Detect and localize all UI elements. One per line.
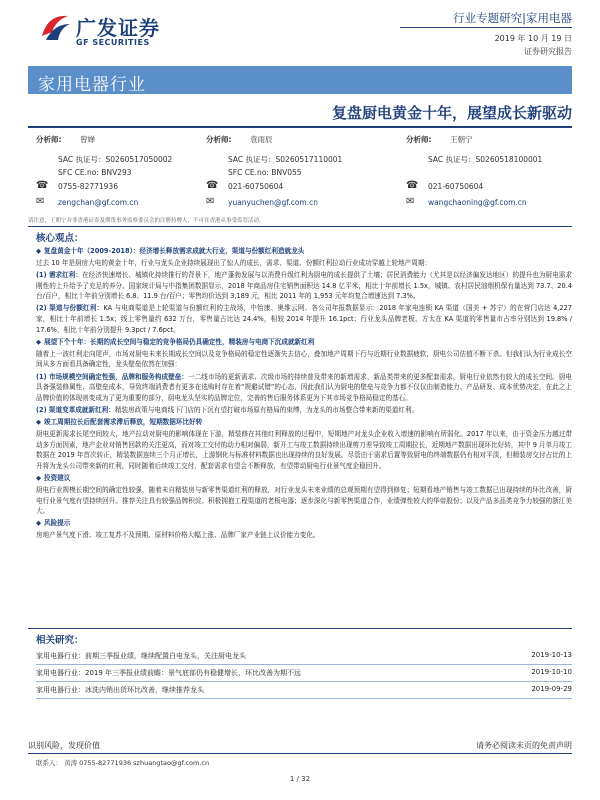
- paragraph: (1) 市场规模空间确定性强，品牌和服务构成壁垒：一二线市场的更新需求、次级市场的持续普及带来的新增需求、新品类带来的更多配套需求，厨电行业依然有较大的成长空间。厨电具备强装修属性、高壁垒成本，导致终端消费者有更多在选购时存在着“规避试错”的心态，因此我们认为厨电的壁垒与竞争力都不仅仅由制造能力、产品研发、成本优势决定，在此之上品牌价值的体现则变成为了更为重要的部分，厨电龙头坚实的品牌定位，完善的售后服务体系更为下其市场竞争格局稳定的基石。: [36, 372, 572, 402]
- paragraph: (2) 渠道与份额红利：KA 与电商渠道是上轮渠道与份额红利的主战场，中怡康、奥维云网、各公司年报数据显示：2018 年家电连锁 KA 渠道（国美 + 苏宁）的在营门店达 4,227 家，相比十年前增长 1.5x；线上零售量约 632 万台，零售量占比达 24.4%，相较 2014 年提升 16.1pct；行业龙头品牌老板、方太在 KA 渠道的零售量市占率分别达到 19.8% / 17.6%，相比十年前分别提升 9.3pct / 7.6pct。: [36, 304, 572, 334]
- bullet-icon: ◆: [36, 473, 42, 482]
- section-heading: ◆ 风险提示: [36, 519, 71, 528]
- email-icon: ✉: [406, 196, 415, 207]
- paragraph: (2) 渠道变革成就新红利：精装房政策与电商线下门店的下沉有望打破市场原有格局的束缚，为龙头的市场整合带来新的渠道红利。: [36, 405, 419, 414]
- analyst-email[interactable]: wangchaoning@gf.com.cn: [428, 198, 527, 207]
- section-heading: ◆ 复盘黄金十年（2009-2018）：经济增长释放需求成就大行业，渠道与份额红利造就龙头: [36, 247, 305, 255]
- analyst-sac: SAC 执证号：S0260517050002: [58, 155, 173, 164]
- phone-icon: ☎: [406, 180, 419, 191]
- paragraph: 过去 10 年是厨房大电的黄金十年，行业与龙头企业持续展现出了惊人的成长，需求、渠道、份额红利拉动行业成功穿越上轮地产周期：: [36, 259, 432, 268]
- related-item-title: 家用电器行业：2019 年三季报业绩前瞻：景气底部仍有稳健增长，环比改善为期不远: [36, 669, 302, 677]
- report-headline: 复盘厨电黄金十年，展望成长新驱动: [331, 104, 572, 122]
- report-type: 行业专题研究|家用电器: [453, 11, 572, 25]
- analyst-label: 分析师:: [36, 135, 62, 144]
- phone-icon: ☎: [36, 180, 49, 191]
- core-title: 核心观点：: [36, 233, 84, 244]
- footer-rule: [28, 753, 572, 754]
- analyst-phone: 0755-82771936: [58, 182, 118, 191]
- footer-disclaimer-link[interactable]: 请务必阅读末页的免责声明: [476, 741, 572, 750]
- analyst-label: 分析师:: [406, 135, 432, 144]
- disclaimer-note: 请注意，王朝宁并非香港证券及期货事务监察委员会的注册持牌人，不可在香港从事受监管活动。: [28, 218, 265, 224]
- related-title: 相关研究：: [36, 635, 84, 646]
- related-item-date: 2019-10-10: [531, 668, 572, 676]
- bullet-icon: ◆: [36, 337, 42, 346]
- phone-icon: ☎: [206, 180, 219, 191]
- analyst-phone: 021-60750604: [428, 182, 484, 191]
- analyst-name: 袁雨辰: [250, 135, 273, 144]
- logo-cn-text: 广发证券: [76, 16, 160, 40]
- related-rule: [28, 628, 572, 629]
- related-item[interactable]: [36, 648, 572, 665]
- footer-contact: 联系人： 黄涛 0755-82771936 szhuangtao@gf.com.cn: [36, 759, 210, 767]
- analyst-name: 王朝宁: [450, 135, 473, 144]
- section-heading: ◆ 竣工周期拉长后配套需求滞后释放，短期数据环比好转: [36, 417, 203, 426]
- related-item-title: 家用电器行业：前期三季报业绩，继续配置白电龙头，关注厨电龙头: [36, 652, 246, 660]
- header-rule: [400, 27, 572, 28]
- related-item-date: 2019-09-29: [531, 685, 572, 693]
- related-item-date: 2019-10-13: [531, 651, 572, 659]
- email-icon: ✉: [206, 196, 215, 207]
- paragraph: 厨电行业规模长期空间的确定性较强，随着未自精装房与新零售渠道红利的释放，对行业龙头未来业绩的总观预期有望得到修复；短期看地产销售与竣工数据已出现持续的环比改善，厨电行业景气度有望持续回升。推荐关注具有较强品牌积淀、积极拥抱工程渠道的老板电器；逐步深化与新零售渠道合作，业绩弹性较大的华帝股份；以及产品多品类竞争力较强的浙江美大。: [36, 485, 572, 516]
- analyst-email[interactable]: yuanyuchen@gf.com.cn: [228, 198, 318, 207]
- paragraph: 房地产景气度下滑、竣工复苏不及预期、原材料价格大幅上涨、品牌厂家产业链上议价能力变化。: [36, 531, 320, 540]
- report-kind: 证券研究报告: [524, 47, 572, 56]
- headline-rule: [28, 126, 572, 128]
- section-heading: ◆ 投资建议: [36, 473, 71, 482]
- bullet-icon: ◆: [36, 247, 42, 255]
- related-item[interactable]: [36, 665, 572, 682]
- bullet-icon: ◆: [36, 417, 42, 426]
- page-number: 1 / 32: [289, 775, 311, 783]
- section-heading: ◆ 展望下个十年：长期的成长空间与稳定的竞争格局仍具确定性，精装房与电商下沉成就新红利: [36, 337, 315, 346]
- logo-en-text: GF SECURITIES: [76, 38, 150, 47]
- section-rule: [28, 226, 572, 227]
- analyst-label: 分析师:: [206, 135, 232, 144]
- gf-securities-logo: [38, 10, 178, 58]
- email-icon: ✉: [36, 196, 45, 207]
- analyst-email[interactable]: zengchan@gf.com.cn: [58, 198, 139, 207]
- analyst-sac: SAC 执证号：S0260518100001: [428, 155, 543, 164]
- analyst-sac: SAC 执证号：S0260517110001: [228, 155, 343, 164]
- analyst-sfc: SFC CE.no: BNV293: [58, 168, 132, 177]
- paragraph: 随着上一波红利走向尾声，市场对厨电未来长期成长空间以及竞争格局的稳定性逐渐失去信心，叠加地产周期下行与近期行业数据疲软，厨电公司估值不断下杀。但我们认为行业成长空间从多方面看具备确定性，龙头壁垒依然在加强：: [36, 349, 572, 369]
- analyst-name: 曾婵: [80, 135, 95, 144]
- related-item[interactable]: [36, 682, 572, 699]
- industry-title: 家用电器行业: [38, 75, 146, 95]
- related-list: [36, 648, 572, 699]
- analyst-sfc: SFC CE.no: BNV055: [228, 168, 302, 177]
- industry-banner: [28, 66, 572, 94]
- report-date: 2019 年 10 月 19 日: [494, 34, 572, 43]
- gf-logo-mark-icon: [38, 10, 72, 44]
- analyst-phone: 021-60750604: [228, 182, 284, 191]
- related-item-title: 家用电器行业：冰洗内销出货环比改善，继续推荐龙头: [36, 686, 204, 694]
- bullet-icon: ◆: [36, 519, 42, 528]
- paragraph: 厨电更新需求长尾空间较大，地产拉动对厨电的影响体现在下游，精装修在其他红利释放的过程中，短期地产对龙头企业收入增速的影响有所弱化。2017 年以来，由于资金压力越过带动多方面因素，地产企业对销售回款的关注更高，而对竣工交付的动力相对偏弱，新开工与竣工数据持续出现剪刀差导致竣工周期拉长，近期地产数据出现环比好转，其中 9 月单月竣工数据在 2019 年首次转正，精装数据连续三个月正增长，上游钢化与标准材料数据也出现持续的良好发展。尽管由于需求后置等致厨电的终端数据仍有相对平淡，但精装房交付占比的上升将为龙头公司带来新的红利，同时随着后续竣工交付，配套需求有望会不断释放，有望带动厨电行业景气度企稳回升。: [36, 430, 572, 470]
- paragraph: (1) 需求红利：在经济快速增长、城镇化持续推行的背景下，地产蓬勃发展与以消费升级红利为厨电的成长提供了土壤；居民消费能力（尤其是以经济偏发达地区）的提升也为厨电需求刚性的上升给予了充足的养分。国家统计局与中指集团数据显示，2018 年商品房住宅销售面积达 14.8 亿平米，相比十年前增长 1.5x，城镇、农村居民油烟机保有量达到 73.7、20.4 台/百户，相比十年前分别增长 6.8、11.9 台/百户；零售均价达到 3,189 元，相比 2011 年的 1,953 元年均复合增速达到 7.3%。: [36, 271, 572, 301]
- footer-slogan: 识别风险，发现价值: [28, 741, 100, 750]
- core-body: [36, 246, 572, 542]
